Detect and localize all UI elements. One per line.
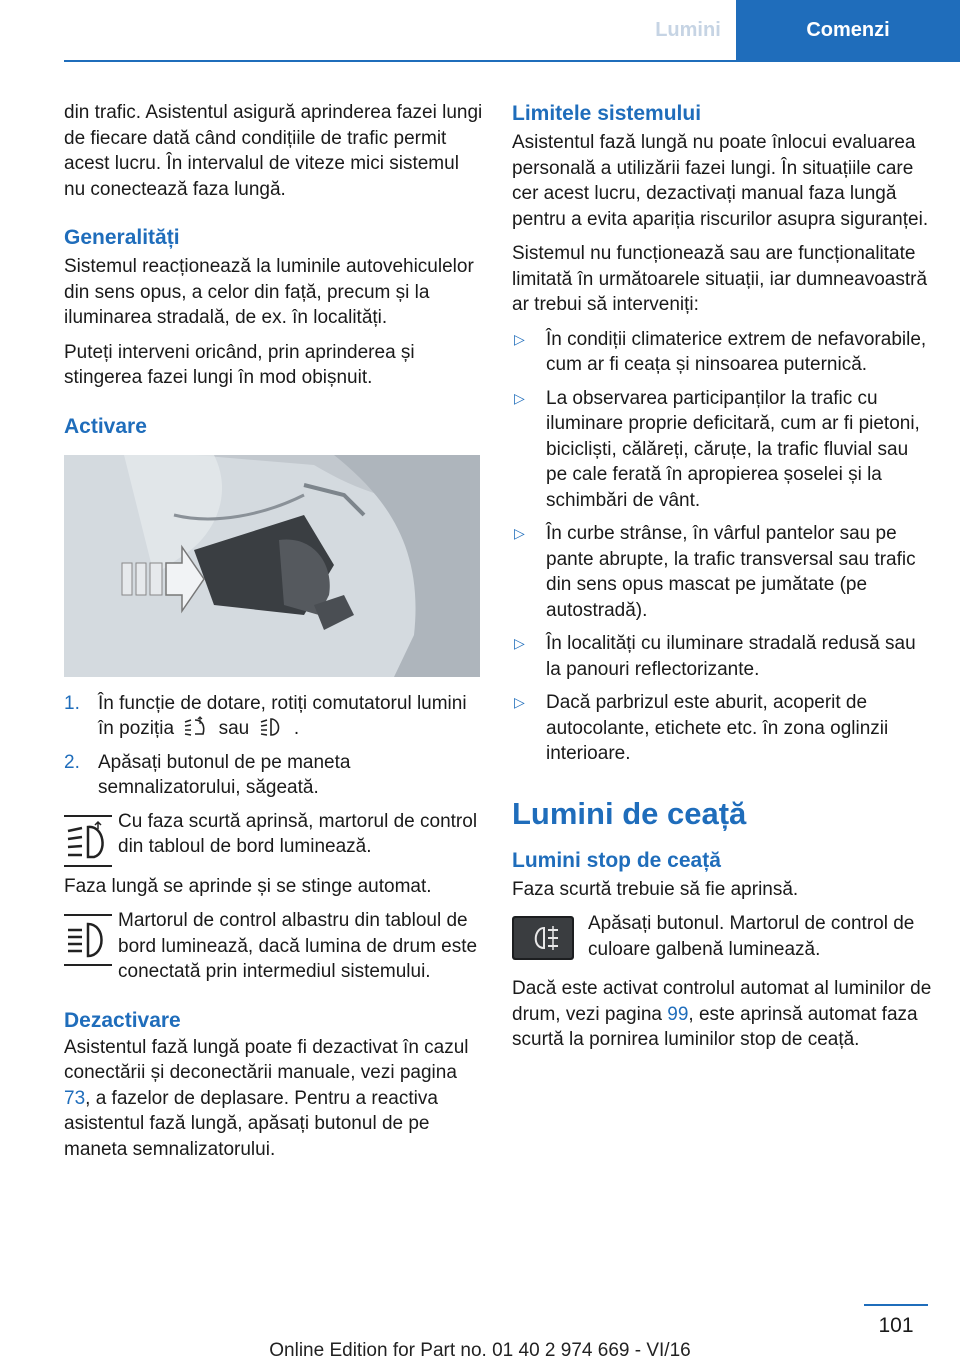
page-number: 101 bbox=[878, 1314, 914, 1337]
heading-limitele-sistemului: Limitele sistemului bbox=[512, 102, 702, 125]
low-beam-note-text: Cu faza scurtă aprinsă, martorul de control din tabloul de bord luminează. bbox=[118, 810, 478, 857]
page-number-divider bbox=[864, 1304, 928, 1306]
fog-button-note-text: Apăsați butonul. Martorul de control de culoare galbenă luminează. bbox=[588, 913, 915, 960]
heading-lumini-de-ceata: Lumini de ceață bbox=[512, 795, 747, 831]
list-item bbox=[512, 690, 932, 767]
fog-paragraph-2 bbox=[512, 976, 932, 1053]
list-item bbox=[512, 386, 932, 514]
low-beam-note bbox=[64, 809, 484, 865]
page-link-99[interactable]: 99 bbox=[667, 1003, 689, 1025]
fog-paragraph-2-a: Dacă este activat controlul automat al luminilor de drum, vezi pagina bbox=[512, 978, 932, 1025]
list-item bbox=[512, 521, 932, 623]
step-number: 1. bbox=[64, 692, 80, 714]
bullet-text: La observarea participanților la trafic cu iluminare proprie deficitară, cum ar fi pietoni, bicicliști, călăreți, căruțe, la trafic fluvial sau pe cale ferată în apropierea șoselei și la schimbări de vânt. bbox=[546, 387, 920, 511]
step-1-or: sau bbox=[218, 718, 250, 739]
bullet-text: În localități cu iluminare stradală redusă sau la panouri reflectorizante. bbox=[546, 633, 916, 680]
tab-chapter-comenzi[interactable]: Comenzi bbox=[736, 0, 960, 60]
fog-button-note bbox=[512, 911, 932, 967]
activation-steps bbox=[64, 691, 484, 801]
bullet-arrow-icon: ▷ bbox=[514, 635, 525, 651]
fog-paragraph-2-b: , este aprinsă automat faza scurtă la pornirea luminilor stop de ceață. bbox=[512, 1003, 918, 1050]
auto-headlight-symbol-icon bbox=[183, 716, 209, 738]
turn-signal-lever-photo bbox=[64, 455, 480, 677]
page-link-73[interactable]: 73 bbox=[64, 1087, 86, 1109]
heading-activare: Activare bbox=[64, 414, 147, 438]
heading-generalitati: Generalități bbox=[64, 226, 180, 249]
bullet-arrow-icon: ▷ bbox=[514, 525, 525, 541]
bullet-text: În curbe strânse, în vârful pantelor sau pe pante abrupte, la trafic transversal sau trafic din sens opus mascat pe jumătate (pe autostradă). bbox=[546, 523, 916, 621]
deactivation-text-b: , a fazelor de deplasare. Pentru a reactiva asistentul fază lungă, apăsați butonul de pe maneta semnalizatorului. bbox=[64, 1087, 438, 1160]
heading-dezactivare: Dezactivare bbox=[64, 1008, 181, 1032]
step-1-end: . bbox=[293, 718, 300, 739]
high-beam-note bbox=[64, 908, 484, 985]
edition-footer: Online Edition for Part no. 01 40 2 974 669 - VI/16 bbox=[269, 1340, 691, 1361]
header-divider bbox=[64, 60, 960, 62]
right-column bbox=[512, 100, 932, 1062]
intro-paragraph: din trafic. Asistentul asigură aprinderea fazei lungi de fiecare dată când condițiile de trafic permit acest lucru. În intervalul de viteze mici sistemul nu conectează faza lungă. bbox=[64, 102, 483, 200]
general-paragraph-2: Puteți interveni oricând, prin aprinderea și stingerea fazei lungi în mod obișnuit. bbox=[64, 341, 415, 388]
bullet-arrow-icon: ▷ bbox=[514, 389, 525, 406]
bullet-arrow-icon: ▷ bbox=[514, 694, 525, 710]
bullet-text: Dacă parbrizul este aburit, acoperit de autocolante, etichete etc. în zona oglinzii interioare. bbox=[546, 692, 889, 764]
step-2-text: Apăsați butonul de pe maneta semnalizatorului, săgeată. bbox=[98, 751, 351, 798]
auto-paragraph: Faza lungă se aprinde și se stinge automat. bbox=[64, 875, 432, 897]
high-beam-note-text: Martorul de control albastru din tabloul de bord luminează, dacă lumina de drum este conectată prin intermediul sistemului. bbox=[118, 910, 478, 982]
limitations-list bbox=[512, 327, 932, 767]
step-number: 2. bbox=[64, 751, 80, 773]
low-beam-indicator-icon bbox=[64, 813, 112, 869]
general-paragraph-1: Sistemul reacționează la luminile autovehiculelor din sens opus, a celor din față, precum și la iluminarea stradală, de ex. în localități. bbox=[64, 256, 474, 328]
limits-paragraph-1: Asistentul fază lungă nu poate înlocui evaluarea personală a utilizării fazei lungi. În situațiile care cer acest lucru, dezactivați manual faza lungă pentru a evita apariția riscurilor asupra siguranței. bbox=[512, 132, 929, 230]
tab-section-lumini[interactable]: Lumini bbox=[655, 18, 721, 41]
heading-lumini-stop-de-ceata: Lumini stop de ceață bbox=[512, 848, 721, 872]
rear-fog-light-button-icon[interactable] bbox=[512, 913, 574, 963]
list-item bbox=[512, 631, 932, 682]
high-beam-indicator-icon bbox=[64, 912, 112, 968]
left-column bbox=[64, 100, 484, 1171]
bullet-text: În condiții climaterice extrem de nefavorabile, cum ar fi ceața și ninsoarea puternică. bbox=[546, 328, 927, 375]
list-item bbox=[512, 327, 932, 378]
list-item bbox=[64, 691, 484, 742]
low-beam-symbol-icon bbox=[259, 716, 285, 738]
fog-paragraph-1: Faza scurtă trebuie să fie aprinsă. bbox=[512, 878, 799, 900]
step-1-text: În funcție de dotare, rotiți comutatorul lumini în poziția bbox=[98, 692, 467, 739]
list-item bbox=[64, 750, 484, 801]
limits-paragraph-2: Sistemul nu funcționează sau are funcționalitate limitată în următoarele situații, iar dumneavoastră ar trebui să interveniți: bbox=[512, 243, 928, 315]
deactivation-text-a: Asistentul fază lungă poate fi dezactivat în cazul conectării și deconectării manuale, vezi pagina bbox=[64, 1036, 469, 1083]
bullet-arrow-icon: ▷ bbox=[514, 330, 525, 347]
deactivation-paragraph bbox=[64, 1035, 484, 1163]
